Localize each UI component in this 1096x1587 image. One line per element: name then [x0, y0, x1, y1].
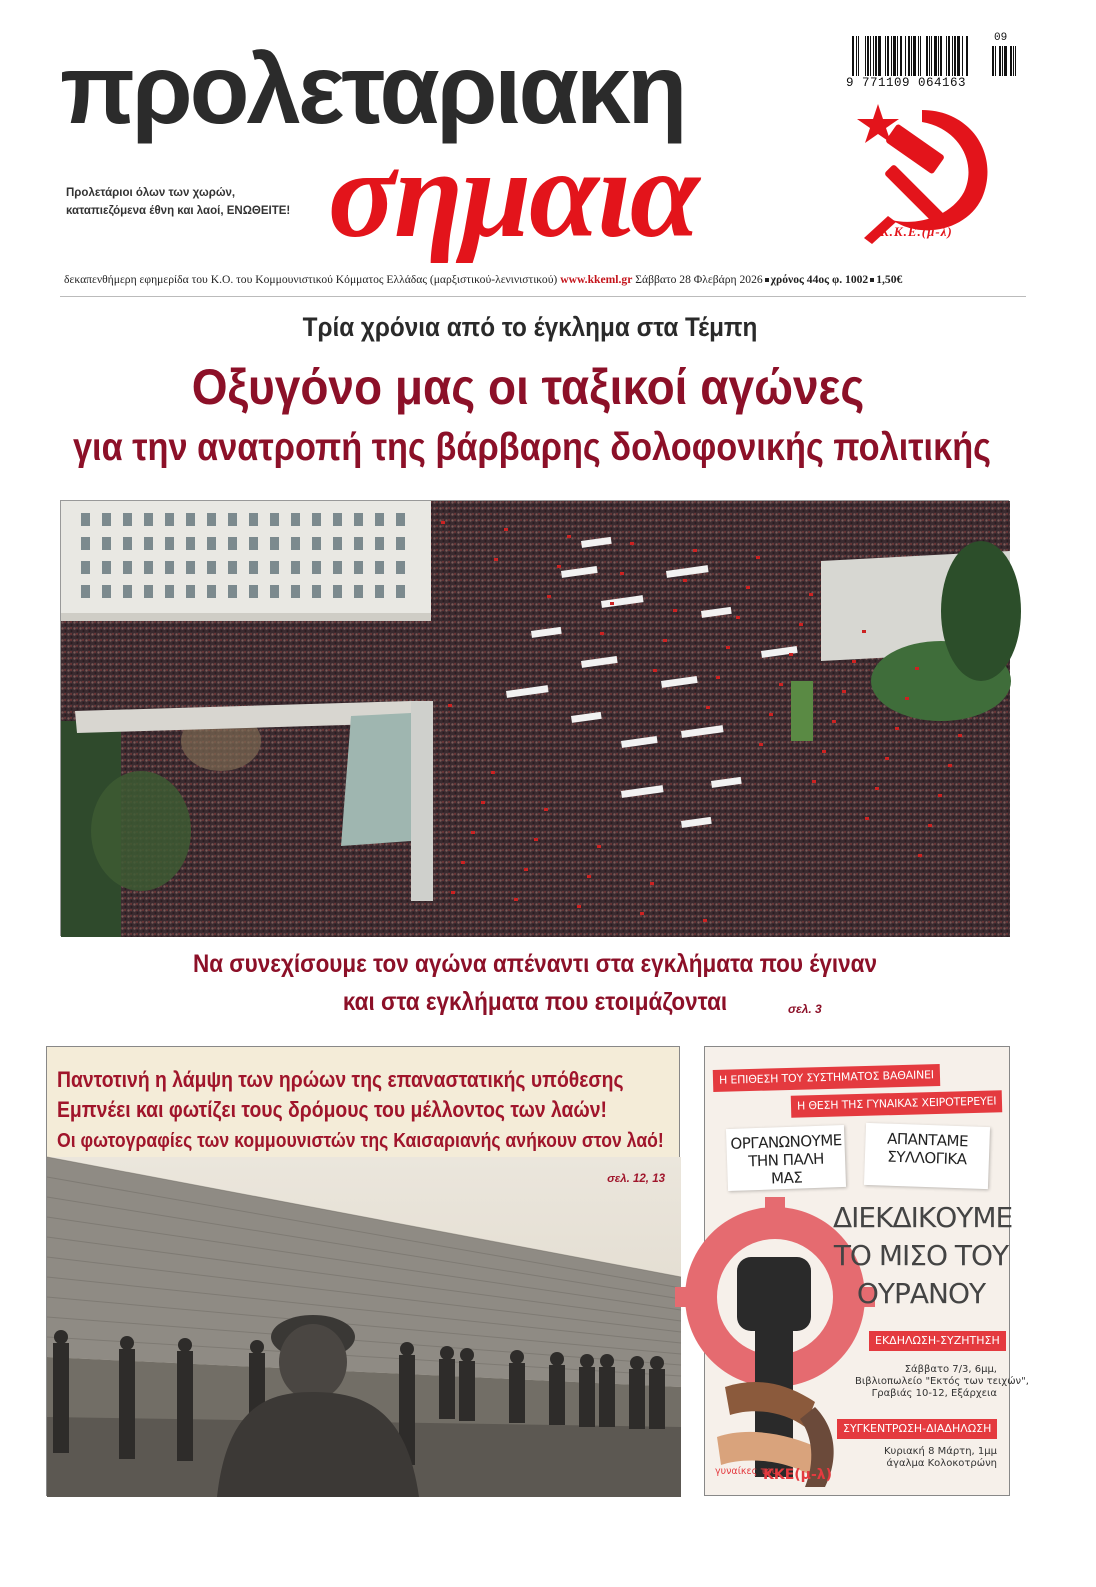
barcode-bars	[852, 36, 992, 76]
lead-photo[interactable]	[60, 500, 1009, 936]
slogan	[66, 184, 326, 220]
feature-page-ref[interactable]: σελ. 12, 13	[607, 1173, 665, 1185]
masthead-subtitle: σημαια	[328, 125, 698, 264]
feature-line-3: Οι φωτογραφίες των κομμουνιστών της Καισαριανής ανήκουν στον λαό!	[57, 1129, 664, 1152]
lead-headline[interactable]: Οξυγόνο μας οι ταξικοί αγώνες	[191, 359, 865, 415]
historic-photo	[47, 1157, 681, 1497]
lead-kicker: Τρία χρόνια από το έγκλημα στα Τέμπη	[302, 312, 758, 342]
lead-caption-line-2: και στα εγκλήματα που ετοιμάζονται	[342, 988, 728, 1016]
poster-footer-org: ΚΚΕ(μ-λ)	[763, 1467, 833, 1483]
divider	[60, 296, 1026, 297]
slogan-line-2: καταπιεζόμενα έθνη και λαοί, ΕΝΩΘΕΙΤΕ!	[66, 205, 291, 217]
website-link[interactable]: www.kkeml.gr	[560, 273, 633, 286]
slogan-line-1: Προλετάριοι όλων των χωρών,	[66, 187, 236, 199]
event2-place: άγαλμα Κολοκοτρώνη	[886, 1458, 997, 1469]
issue-number: φ. 1002	[831, 273, 869, 286]
poster-note-1: ΟΡΓΑΝΩΝΟΥΜΕ ΤΗΝ ΠΑΛΗ ΜΑΣ	[726, 1125, 846, 1191]
feature-line-1: Παντοτινή η λάμψη των ηρώων της επαναστατικής υπόθεσης	[57, 1067, 624, 1092]
issue-price: 1,50€	[876, 273, 903, 286]
lead-subhead: για την ανατροπή της βάρβαρης δολοφονικής πολιτικής	[72, 426, 992, 469]
poster-footer-small: γυναίκες του	[715, 1466, 778, 1477]
event2-date: Κυριακή 8 Μάρτη, 1μμ	[884, 1446, 997, 1457]
emblem-label: Κ.Κ.Ε.(μ-λ)	[880, 224, 953, 239]
poster-demand: ΔΙΕΚΔΙΚΟΥΜΕ ΤΟ ΜΙΣΟ ΤΟΥ ΟΥΡΑΝΟΥ	[833, 1201, 1013, 1310]
barcode-addon-number: 09	[994, 32, 1008, 44]
barcode	[846, 32, 1026, 94]
event-poster[interactable]	[704, 1046, 1029, 1496]
feature-line-2: Εμπνέει και φωτίζει τους δρόμους του μέλλοντος των λαών!	[57, 1097, 607, 1122]
lead-caption-line-1: Να συνεχίσουμε τον αγώνα απέναντι στα εγκλήματα που έγιναν	[192, 950, 878, 978]
event2-tag: ΣΥΓΚΕΝΤΡΩΣΗ-ΔΙΑΔΗΛΩΣΗ	[837, 1419, 997, 1439]
barcode-number: 9 771109 064163	[846, 76, 967, 90]
masthead-title: προλεταριακη	[60, 34, 685, 144]
issue-year: χρόνος 44ος	[770, 273, 830, 286]
poster-strip-2: Η ΘΕΣΗ ΤΗΣ ΓΥΝΑΙΚΑΣ ΧΕΙΡΟΤΕΡΕΥΕΙ	[791, 1090, 1003, 1118]
event1-date: Σάββατο 7/3, 6μμ,	[904, 1364, 997, 1375]
event1-place-1: Βιβλιοπωλείο "Εκτός των τειχών",	[855, 1376, 1029, 1387]
poster-strip-1: Η ΕΠΙΘΕΣΗ ΤΟΥ ΣΥΣΤΗΜΑΤΟΣ ΒΑΘΑΙΝΕΙ	[713, 1064, 940, 1092]
issue-date: Σάββατο 28 Φλεβάρη 2026	[635, 273, 763, 286]
lead-page-ref[interactable]: σελ. 3	[788, 1002, 822, 1016]
feature-box[interactable]	[46, 1046, 680, 1496]
info-line	[64, 273, 1026, 286]
paper-description: δεκαπενθήμερη εφημερίδα του Κ.Ο. του Κομμουνιστικού Κόμματος Ελλάδας (μαρξιστικού-λενινιστικού)	[64, 273, 558, 286]
barcode-addon-bars	[992, 46, 1022, 76]
poster-note-2: ΑΠΑΝΤΑΜΕ ΣΥΛΛΟΓΙΚΑ	[864, 1123, 990, 1189]
event1-place-2: Γραβιάς 10-12, Εξάρχεια	[871, 1388, 997, 1399]
event1-tag: ΕΚΔΗΛΩΣΗ-ΣΥΖΗΤΗΣΗ	[869, 1331, 1006, 1351]
